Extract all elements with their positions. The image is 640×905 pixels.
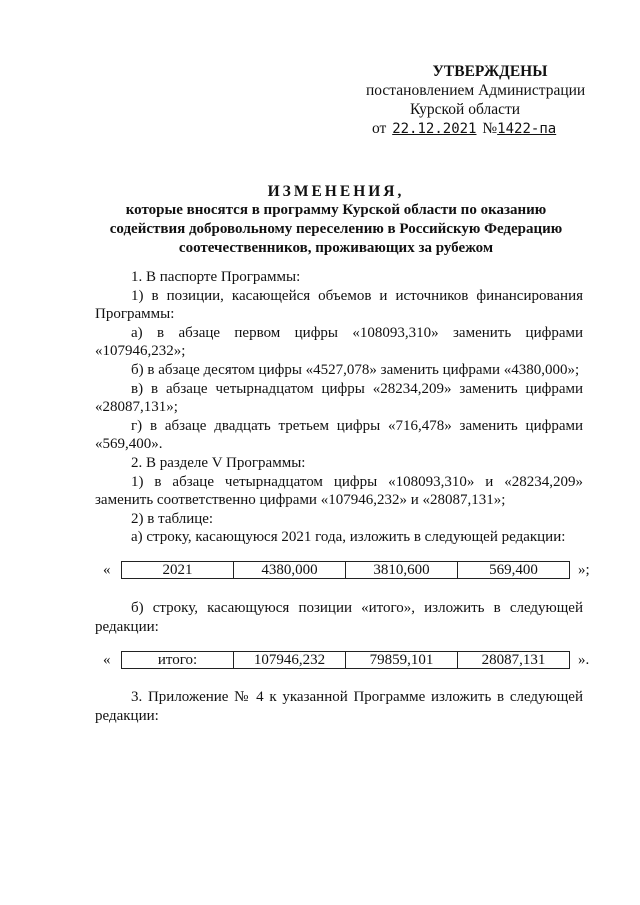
approval-date-line: [358, 119, 608, 139]
table-cell: 28087,131: [458, 652, 570, 669]
paragraph-3: а) в абзаце первом цифры «108093,310» заменить цифрами «107946,232»;: [95, 324, 583, 360]
table-cell: 3810,600: [346, 562, 458, 579]
document-body: [95, 268, 583, 547]
paragraph-7: 2. В разделе V Программы:: [131, 454, 306, 471]
close-quote: »;: [578, 561, 590, 578]
table-cell: 4380,000: [234, 562, 346, 579]
date-prefix: от: [372, 120, 387, 137]
table-row-total-block: [103, 651, 593, 669]
approval-date: 22.12.2021: [392, 121, 477, 137]
approval-title: УТВЕРЖДЕНЫ: [432, 63, 548, 80]
paragraph-9: 2) в таблице:: [131, 510, 214, 527]
table-total: [121, 651, 570, 669]
document-heading: [90, 182, 582, 258]
paragraph-5: в) в абзаце четырнадцатом цифры «28234,209» заменить цифрами «28087,131»;: [95, 380, 583, 416]
paragraph-2: 1) в позиции, касающейся объемов и источников финансирования Программы:: [95, 287, 583, 323]
open-quote: «: [103, 561, 111, 578]
paragraph-10: а) строку, касающуюся 2021 года, изложить в следующей редакции:: [131, 529, 566, 546]
table-row: [122, 562, 570, 579]
table-2021: [121, 561, 570, 579]
approval-number: 1422-па: [497, 121, 557, 137]
paragraph-1: 1. В паспорте Программы:: [131, 269, 301, 285]
number-prefix: №: [482, 120, 498, 137]
table-cell: 2021: [122, 562, 234, 579]
table-cell: 569,400: [458, 562, 570, 579]
heading-line-1: которые вносятся в программу Курской области по оказанию: [125, 202, 547, 218]
table-cell: 79859,101: [346, 652, 458, 669]
paragraph-11: б) строку, касающуюся позиции «итого», изложить в следующей редакции:: [95, 600, 583, 635]
table-row-2021-block: [103, 561, 593, 579]
paragraph-6: г) в абзаце двадцать третьем цифры «716,478» заменить цифрами «569,400».: [95, 417, 583, 453]
document-body-3: [95, 688, 583, 725]
document-body-2: [95, 599, 583, 636]
approval-line-2: Курской области: [410, 101, 521, 118]
heading-main: ИЗМЕНЕНИЯ,: [267, 183, 405, 200]
paragraph-4: б) в абзаце десятом цифры «4527,078» заменить цифрами «4380,000»;: [131, 361, 580, 378]
heading-line-2: содействия добровольному переселению в Российскую Федерацию: [109, 221, 563, 237]
open-quote: «: [103, 651, 111, 668]
table-row: [122, 652, 570, 669]
approval-block: [358, 62, 608, 139]
heading-line-3: соотечественников, проживающих за рубежом: [178, 240, 494, 256]
close-quote: ».: [578, 651, 590, 668]
paragraph-12: 3. Приложение № 4 к указанной Программе изложить в следующей редакции:: [95, 689, 583, 724]
paragraph-8: 1) в абзаце четырнадцатом цифры «108093,310» и «28234,209» заменить соответственно цифрами «107946,232» и «28087,131»;: [95, 473, 583, 509]
table-cell: итого:: [122, 652, 234, 669]
table-cell: 107946,232: [234, 652, 346, 669]
approval-line-1: постановлением Администрации: [366, 82, 586, 99]
